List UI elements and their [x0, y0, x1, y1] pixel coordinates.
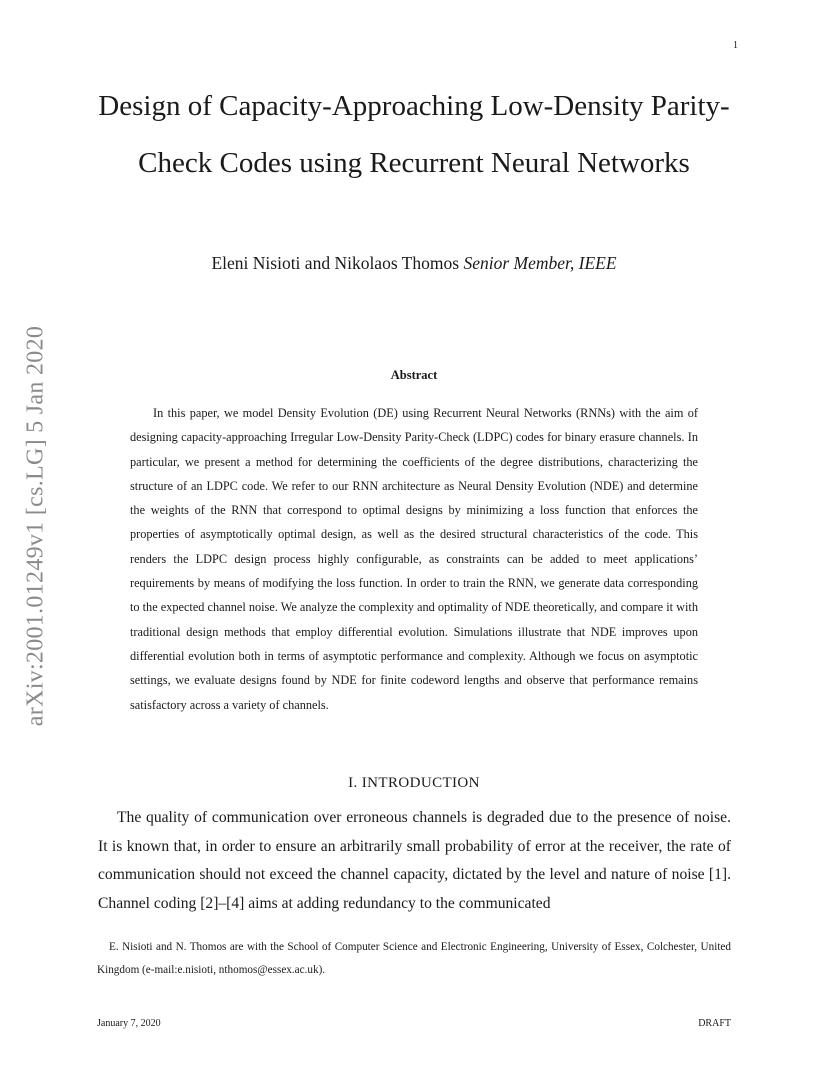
footer-date: January 7, 2020 — [97, 1018, 161, 1029]
abstract-body: In this paper, we model Density Evolution (DE) using Recurrent Neural Networks (RNNs) with the aim of designing capacity-approaching Irregular Low-Density Parity-Check (LDPC) codes for binary erasure channels. In particular, we present a method for determining the coefficients of the degree distributions, characterizing the structure of an LDPC code. We refer to our RNN architecture as Neural Density Evolution (NDE) and determine the weights of the RNN that correspond to optimal designs by minimizing a loss function that enforces the properties of asymptotically optimal design, as well as the desired structural characteristics of the code. This renders the LDPC design process highly configurable, as constraints can be added to meet applications’ requirements by means of modifying the loss function. In order to train the RNN, we generate data corresponding to the expected channel noise. We analyze the complexity and optimality of NDE theoretically, and compare it with traditional design methods that employ differential evolution. Simulations illustrate that NDE improves upon differential evolution both in terms of asymptotic performance and complexity. Although we focus on asymptotic settings, we evaluate designs found by NDE for finite codeword lengths and observe that performance remains satisfactory across a variety of channels. — [130, 406, 698, 712]
footer-draft-label: DRAFT — [698, 1018, 731, 1029]
arxiv-identifier: arXiv:2001.01249v1 [cs.LG] 5 Jan 2020 — [22, 325, 49, 727]
page-number: 1 — [733, 40, 738, 51]
author-line — [90, 253, 738, 274]
section-heading-introduction: I. INTRODUCTION — [348, 775, 480, 791]
abstract-heading: Abstract — [390, 368, 438, 382]
author-names: Eleni Nisioti and Nikolaos Thomos — [211, 253, 464, 273]
arxiv-stamp — [0, 0, 72, 1072]
author-affiliation-footnote: E. Nisioti and N. Thomos are with the School of Computer Science and Electronic Engineering, University of Essex, Colchester, United Kingdom (e-mail:e.nisioti, nthomos@essex.ac.uk). — [97, 941, 731, 976]
paper-title: Design of Capacity-Approaching Low-Density Parity-Check Codes using Recurrent Neural Networks — [98, 90, 730, 179]
author-role: Senior Member, IEEE — [463, 253, 617, 273]
introduction-paragraph: The quality of communication over erroneous channels is degraded due to the presence of noise. It is known that, in order to ensure an arbitrarily small probability of error at the receiver, the rate of communication should not exceed the channel capacity, dictated by the level and nature of noise [1]. Channel coding [2]–[4] aims at adding redundancy to the communicated — [98, 809, 731, 913]
